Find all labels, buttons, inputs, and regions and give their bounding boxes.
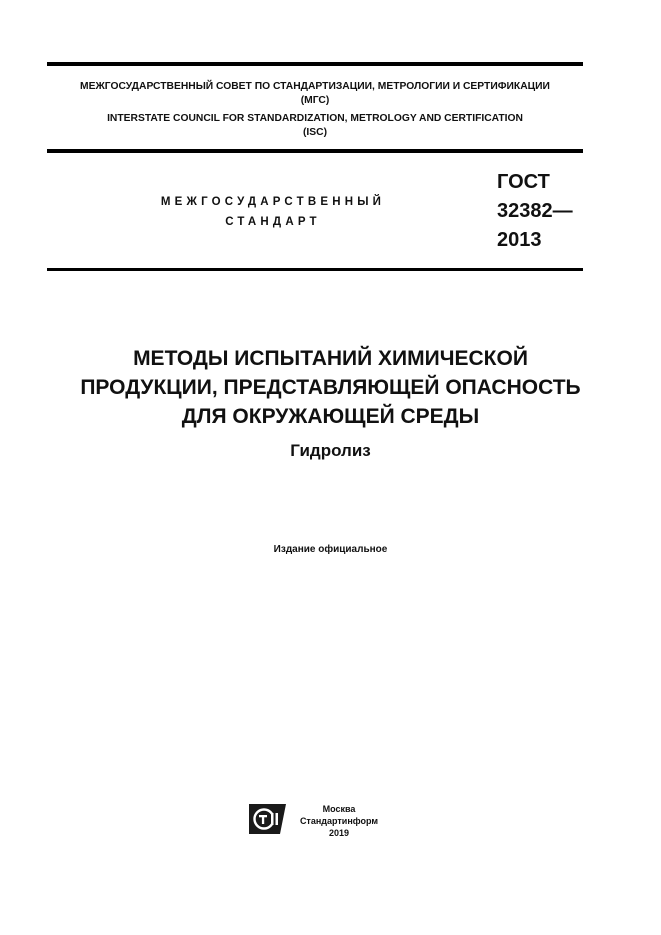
edition-note: Издание официальное — [273, 544, 388, 555]
publication-year: 2019 — [328, 828, 350, 838]
publisher-info — [289, 803, 389, 839]
document-title — [20, 344, 641, 431]
document-title-line1: МЕТОДЫ ИСПЫТАНИЙ ХИМИЧЕСКОЙ — [133, 347, 528, 370]
standard-type-label — [150, 192, 396, 232]
council-name-ru — [47, 80, 583, 108]
council-name-en — [47, 112, 583, 140]
gost-number: 32382— — [497, 200, 573, 222]
standard-type-line1: МЕЖГОСУДАРСТВЕННЫЙ — [160, 196, 386, 208]
publisher-name: Стандартинформ — [299, 816, 379, 826]
lower-divider — [47, 268, 583, 271]
middle-divider — [47, 149, 583, 153]
council-name-en-line1: INTERSTATE COUNCIL FOR STANDARDIZATION, METROLOGY AND CERTIFICATION — [107, 113, 523, 124]
council-abbr-en: (ISC) — [302, 127, 328, 138]
gost-year: 2013 — [497, 229, 542, 251]
council-name-ru-line1: МЕЖГОСУДАРСТВЕННЫЙ СОВЕТ ПО СТАНДАРТИЗАЦИИ, МЕТРОЛОГИИ И СЕРТИФИКАЦИИ — [80, 81, 550, 92]
gost-designation — [497, 168, 573, 255]
publisher-city: Москва — [322, 804, 356, 814]
gost-prefix: ГОСТ — [497, 171, 550, 193]
council-abbr-ru: (МГС) — [300, 95, 330, 106]
document-subtitle: Гидролиз — [290, 441, 371, 460]
standartinform-logo-icon — [249, 804, 286, 834]
document-title-line2: ПРОДУКЦИИ, ПРЕДСТАВЛЯЮЩЕЙ ОПАСНОСТЬ — [80, 376, 581, 399]
standard-type-line2: СТАНДАРТ — [225, 216, 321, 228]
document-title-line3: ДЛЯ ОКРУЖАЮЩЕЙ СРЕДЫ — [181, 405, 480, 428]
top-divider — [47, 62, 583, 66]
